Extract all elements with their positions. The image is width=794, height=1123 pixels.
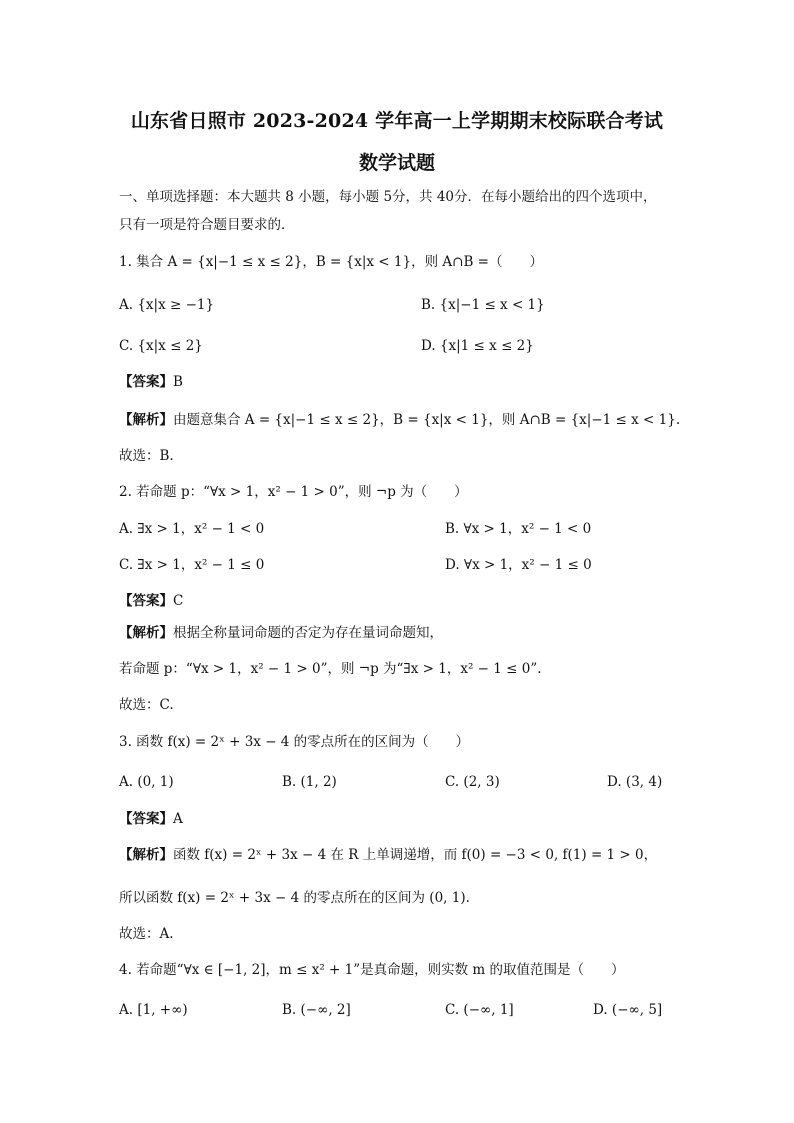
- q2-analysis-label: 【解析】: [119, 625, 173, 641]
- q2-answer-label: 【答案】: [119, 593, 173, 609]
- q2-answer-value: C: [173, 593, 184, 609]
- q3-option-a: A. (0, 1): [119, 774, 174, 790]
- q4-stem: 4. 若命题“∀x ∈ [−1, 2]，m ≤ x² + 1”是真命题，则实数 m 的取值范围是（ ）: [119, 962, 625, 978]
- q1-answer-label: 【答案】: [119, 374, 173, 390]
- document-title: 山东省日照市 2023-2024 学年高一上学期期末校际联合考试: [130, 110, 664, 132]
- q3-conclusion: 故选：A.: [119, 926, 174, 942]
- q2-option-d: D. ∀x > 1，x² − 1 ≤ 0: [445, 557, 592, 573]
- q3-analysis-label: 【解析】: [119, 847, 173, 863]
- document-subtitle: 数学试题: [358, 152, 435, 174]
- q4-option-c: C. (−∞, 1]: [445, 1002, 514, 1018]
- q3-stem: 3. 函数 f(x) = 2ˣ + 3x − 4 的零点所在的区间为（ ）: [119, 734, 470, 750]
- q2-analysis-text: 根据全称量词命题的否定为存在量词命题知，: [173, 625, 443, 641]
- q3-option-c: C. (2, 3): [445, 774, 500, 790]
- q3-option-d: D. (3, 4): [607, 774, 663, 790]
- q4-option-b: B. (−∞, 2]: [282, 1002, 351, 1018]
- q2-option-c: C. ∃x > 1，x² − 1 ≤ 0: [119, 557, 265, 573]
- section-instruction-line2: 只有一项是符合题目要求的．: [119, 217, 295, 233]
- q3-answer-value: A: [173, 811, 183, 827]
- q2-stem: 2. 若命题 p：“∀x > 1，x² − 1 > 0”，则 ¬p 为（ ）: [119, 484, 468, 500]
- q1-option-a: A. {x|x ≥ −1}: [119, 297, 215, 313]
- q1-answer-row: [119, 372, 183, 392]
- q2-option-a: A. ∃x > 1，x² − 1 < 0: [119, 521, 265, 537]
- q1-analysis-text: 由题意集合 A = {x|−1 ≤ x ≤ 2}，B = {x|x < 1}，则 A∩B = {x|−1 ≤ x < 1}.: [173, 412, 681, 428]
- q4-option-d: D. (−∞, 5]: [593, 1002, 663, 1018]
- q1-conclusion: 故选：B.: [119, 448, 174, 464]
- q3-answer-label: 【答案】: [119, 811, 173, 827]
- q1-option-c: C. {x|x ≤ 2}: [119, 338, 203, 354]
- q1-stem: 1. 集合 A = {x|−1 ≤ x ≤ 2}，B = {x|x < 1}，则 A∩B =（ ）: [119, 254, 543, 270]
- q1-option-b: B. {x|−1 ≤ x < 1}: [421, 297, 545, 313]
- q3-analysis-row: [119, 845, 657, 865]
- q1-analysis-row: [119, 410, 680, 430]
- q3-analysis-line2: 所以函数 f(x) = 2ˣ + 3x − 4 的零点所在的区间为 (0, 1).: [119, 890, 470, 906]
- q4-option-a: A. [1, +∞): [119, 1002, 188, 1018]
- q2-option-b: B. ∀x > 1，x² − 1 < 0: [445, 521, 592, 537]
- q2-answer-row: [119, 591, 183, 611]
- q3-analysis-text: 函数 f(x) = 2ˣ + 3x − 4 在 R 上单调递增，而 f(0) = −3 < 0, f(1) = 1 > 0，: [173, 847, 658, 863]
- section-instruction-line1: 一、单项选择题：本大题共 8 小题，每小题 5分，共 40分．在每小题给出的四个选项中，: [119, 189, 657, 205]
- q1-answer-value: B: [173, 374, 183, 390]
- q2-analysis-line2: 若命题 p：“∀x > 1，x² − 1 > 0”，则 ¬p 为“∃x > 1，x² − 1 ≤ 0”.: [119, 661, 542, 677]
- q2-analysis-row: [119, 623, 443, 643]
- q3-option-b: B. (1, 2): [282, 774, 337, 790]
- q3-answer-row: [119, 809, 183, 829]
- q1-option-d: D. {x|1 ≤ x ≤ 2}: [421, 338, 534, 354]
- q1-analysis-label: 【解析】: [119, 412, 173, 428]
- q2-conclusion: 故选：C.: [119, 697, 174, 713]
